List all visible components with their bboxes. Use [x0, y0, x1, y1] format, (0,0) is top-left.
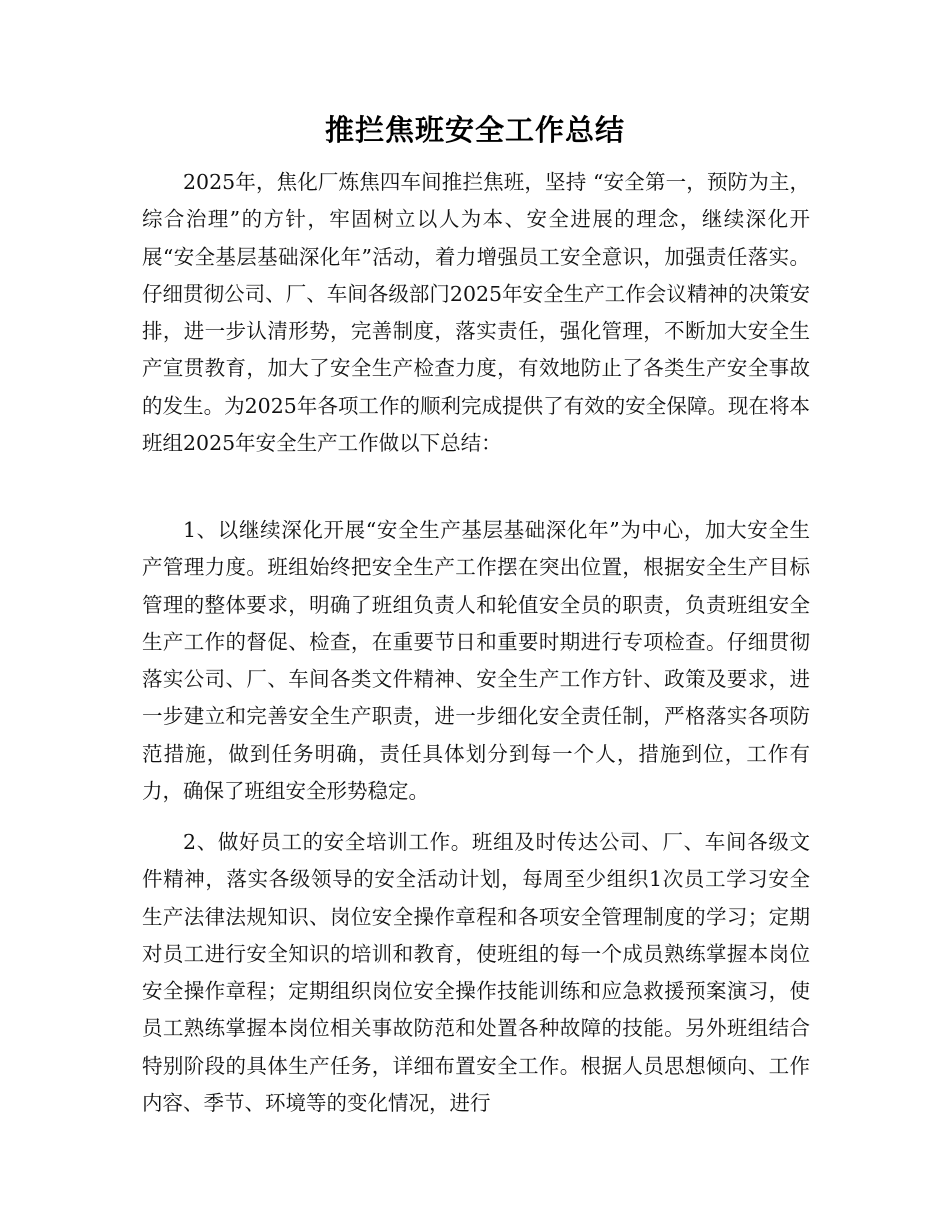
paragraph-intro: 2025年，焦化厂炼焦四车间推拦焦班，坚持 “安全第一，预防为主，综合治理”的方针，牢固树立以人为本、安全进展的理念，继续深化开展“安全基层基础深化年”活动，着力增强员工安全意识，加强责任落实。仔细贯彻公司、厂、车间各级部门2025年安全生产工作会议精神的决策安排，进一步认清形势，完善制度，落实责任，强化管理，不断加大安全生产宣贯教育，加大了安全生产检查力度，有效地防止了各类生产安全事故的发生。为2025年各项工作的顺利完成提供了有效的安全保障。现在将本班组2025年安全生产工作做以下总结：: [142, 170, 810, 456]
paragraph-section-2: 2、做好员工的安全培训工作。班组及时传达公司、厂、车间各级文件精神，落实各级领导的安全活动计划，每周至少组织1次员工学习安全生产法律法规知识、岗位安全操作章程和各项安全管理制度的学习；定期对员工进行安全知识的培训和教育，使班组的每一个成员熟练掌握本岗位安全操作章程；定期组织岗位安全操作技能训练和应急救援预案演习，使员工熟练掌握本岗位相关事故防范和处置各种故障的技能。另外班组结合特别阶段的具体生产任务，详细布置安全工作。根据人员思想倾向、工作内容、季节、环境等的变化情况，进行: [142, 830, 810, 1116]
document-title: 推拦焦班安全工作总结: [324, 113, 625, 147]
paragraph-section-1: 1、以继续深化开展“安全生产基层基础深化年”为中心，加大安全生产管理力度。班组始终把安全生产工作摆在突出位置，根据安全生产目标管理的整体要求，明确了班组负责人和轮值安全员的职责，负责班组安全生产工作的督促、检查，在重要节日和重要时期进行专项检查。仔细贯彻落实公司、厂、车间各类文件精神、安全生产工作方针、政策及要求，进一步建立和完善安全生产职责，进一步细化安全责任制，严格落实各项防范措施，做到任务明确，责任具体划分到每一个人，措施到位，工作有力，确保了班组安全形势稳定。: [142, 518, 810, 804]
